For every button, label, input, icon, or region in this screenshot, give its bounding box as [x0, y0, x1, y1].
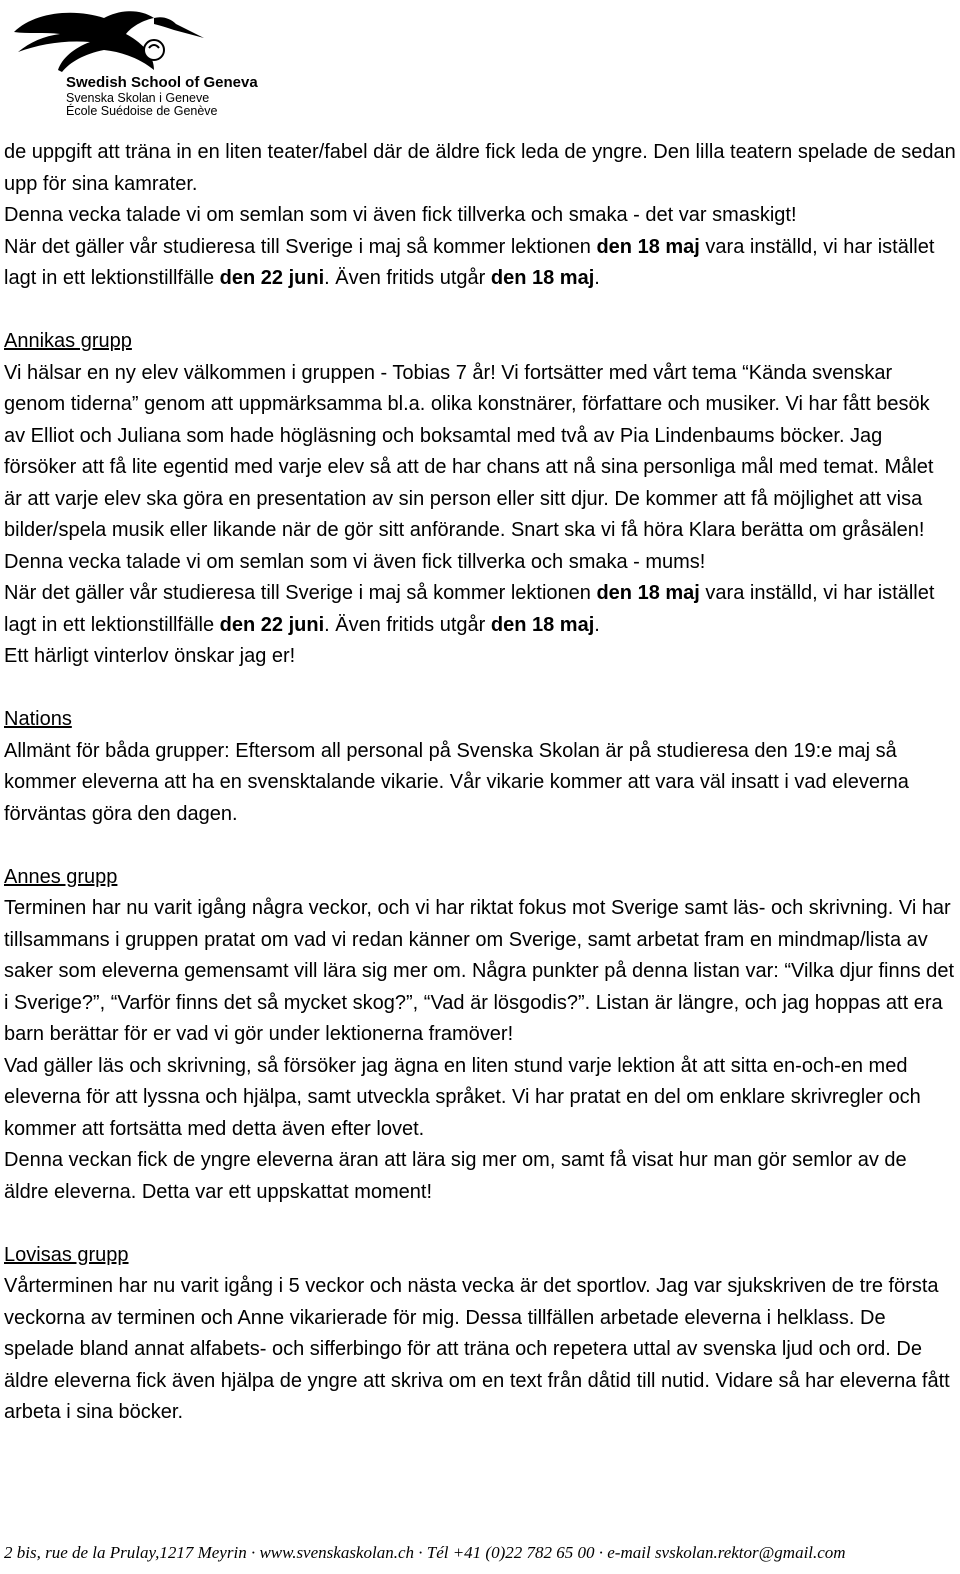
section-heading-lovisas: Lovisas grupp [4, 1243, 129, 1266]
intro-semla-paragraph: Denna vecka talade vi om semlan som vi även fick tillverka och smaka - det var smaskigt! [4, 204, 797, 226]
section-heading-annikas: Annikas grupp [4, 330, 132, 352]
lovisas-paragraph: Vårterminen har nu varit igång i 5 veckor och nästa vecka är det sportlov. Jag var sjukskriven de tre första veckorna av terminen och Anne vikarierade för mig. Dessa tillfällen arbetade eleverna i helklass. De spelade bland annat alfabets- och sifferbingo för att träna och repetera uttal av svenska ljud och ord. De äldre eleverna fick även hjälpa de yngre att skriva om en text från dåtid till nutid. Vidare så har eleverna fått arbeta i sina böcker. [4, 1275, 950, 1423]
intro-paragraph: de uppgift att träna in en liten teater/fabel där de äldre fick leda de yngre. Den lilla teatern spelade de sedan upp för sina kamrater. [4, 141, 956, 195]
newsletter-body [4, 137, 956, 1429]
spacer [4, 673, 956, 705]
annes-semla-paragraph: Denna veckan fick de yngre eleverna äran att lära sig mer om, samt få visat hur man gör semlor av de äldre eleverna. Detta var ett uppskattat moment! [4, 1149, 907, 1203]
text-span: vara inställd, vi har istället lagt in ett lektionstillfälle [4, 582, 935, 636]
date-highlight: den 22 juni [219, 613, 325, 636]
text-span: När det gäller vår studieresa till Sverige i maj så kommer lektionen [4, 582, 597, 604]
school-logo [4, 4, 258, 118]
school-name: Swedish School of Geneva [66, 74, 258, 91]
date-highlight: den 18 maj [596, 235, 700, 258]
date-highlight: den 22 juni [219, 267, 325, 289]
stork-logo-icon [4, 4, 244, 76]
text-span: . Även fritids utgår [324, 613, 491, 636]
spacer [4, 295, 956, 327]
spacer [4, 830, 956, 862]
intro-trip-paragraph [4, 232, 956, 295]
annikas-paragraph: Vi hälsar en ny elev välkommen i gruppen - Tobias 7 år! Vi fortsätter med vårt tema “Kända svenskar genom tiderna” genom att uppmärksamma bl.a. olika konstnärer, författare och musiker. Vi har fått besök av Elliot och Juliana som hade högläsning och boksamtal med två av Pia Lindenbaums böcker. Jag försöker att få lite egentid med varje elev så att de har chans att nå sina personliga mål med temat. Målet är att varje elev ska göra en presentation av sin person eller sitt djur. De kommer att få möjlighet att visa bilder/spela musik eller likande när de gör sitt anförande. Snart ska vi få höra Klara berätta om gråsälen! [4, 361, 934, 541]
annikas-semla-paragraph: Denna vecka talade vi om semlan som vi även fick tillverka och smaka - mums! [4, 550, 706, 573]
text-span: . [594, 613, 600, 636]
annikas-trip-paragraph [4, 578, 956, 641]
spacer [4, 1208, 956, 1240]
nations-paragraph: Allmänt för båda grupper: Eftersom all personal på Svenska Skolan är på studieresa den 19:e maj så kommer eleverna att ha en svensktalande vikarie. Vår vikarie kommer att vara väl insatt i vad eleverna förväntas göra den dagen. [4, 739, 909, 825]
annes-paragraph: Terminen har nu varit igång några veckor, och vi har riktat fokus mot Sverige samt läs- och skrivning. Vi har tillsammans i gruppen pratat om vad vi redan känner om Sverige, samt arbetat fram en mindmap/lista av saker som eleverna gemensamt vill lära sig mer om. Några punkter på denna listan var: “Vilka djur finns det i Sverige?”, “Varför finns det så mycket skog?”, “Vad är lösgodis?”. Listan är längre, och jag hoppas att era barn berättar för er vad vi gör under lektionerna framöver! [4, 897, 955, 1045]
section-heading-nations: Nations [4, 708, 72, 730]
section-heading-annes: Annes grupp [4, 865, 118, 888]
annikas-greeting: Ett härligt vinterlov önskar jag er! [4, 645, 296, 667]
text-span: . Även fritids utgår [324, 267, 491, 289]
school-name-swedish: Svenska Skolan i Geneve [66, 91, 210, 105]
school-name-french: École Suédoise de Genève [66, 104, 218, 118]
date-highlight: den 18 maj [596, 582, 700, 604]
date-highlight: den 18 maj [490, 267, 595, 289]
text-span: vara inställd, vi har istället lagt in ett lektionstillfälle [4, 235, 935, 289]
date-highlight: den 18 maj [490, 613, 595, 636]
text-span: . [594, 267, 600, 289]
text-span: När det gäller vår studieresa till Sverige i maj så kommer lektionen [4, 235, 597, 258]
annes-reading-paragraph: Vad gäller läs och skrivning, så försöker jag ägna en liten stund varje lektion åt att sitta en-och-en med eleverna för att lyssna och hjälpa, samt utveckla språket. Vi har pratat en del om enklare skrivregler och kommer att fortsätta med detta även efter lovet. [4, 1054, 921, 1140]
page-footer: 2 bis, rue de la Prulay,1217 Meyrin · www.svenskaskolan.ch · Tél +41 (0)22 782 65 00 · e-mail svskolan.rektor@gmail.com [4, 1543, 846, 1562]
